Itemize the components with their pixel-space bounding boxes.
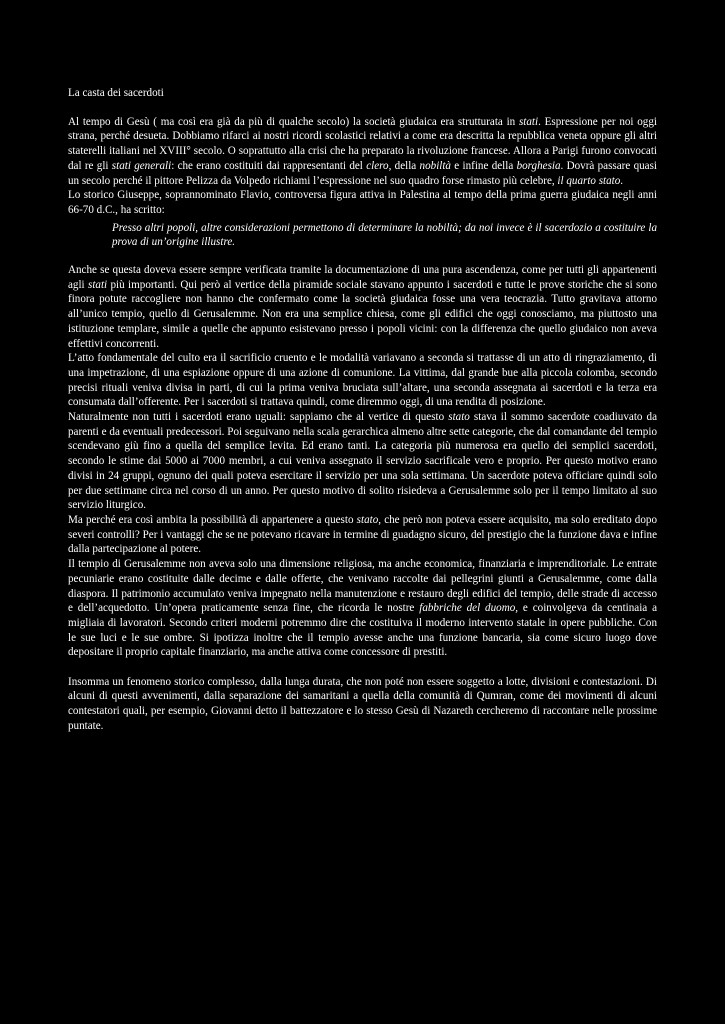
text-run: Ma perché era così ambita la possibilità di appartenere a questo [68,513,357,526]
italic-text: il quarto stato [557,174,621,187]
text-run: L’atto fondamentale del culto era il sacrificio cruento e le modalità variavano a seconda si trattasse di un atto di ringraziamento, di una impetrazione, di una espiazione oppure di una azione di comunione. La vittima, dal grande bue alla piccola colomba, secondo precisi rituali veniva divisa in parti, di cui la prima veniva bruciata sull’altare, una seconda assegnata ai sacerdoti e la terza era consumata dall’offerente. Per i sacerdoti si trattava quindi, come diremmo oggi, di una rendita di posizione. [68,352,657,409]
paragraph-p3 [68,263,657,351]
text-run: Insomma un fenomeno storico complesso, dalla lunga durata, che non poté non essere soggetto a lotte, divisioni e contestazioni. Di alcuni di questi avvenimenti, dalla separazione dei samaritani a quella della comunità di Qumran, come dei movimenti di alcuni contestatori quali, per esempio, Giovanni detto il battezzatore e lo stesso Gesù di Nazareth cercheremo di raccontare nelle prossime puntate. [68,675,657,732]
italic-text: borghesia [516,159,561,172]
text-run: e coinvolgeva da centinaia a migliaia di lavoratori. Secondo criteri moderni potremmo dire che costituiva il moderno intervento statale in opere pubbliche. Con le sue luci e le sue ombre. Si ipotizza inoltre che il tempio avesse anche una funzione bancaria, sia come sicuro luogo dove depositare il proprio capitale finanziario, ma anche attiva come concessore di prestiti. [68,602,658,659]
text-run: stava il sommo sacerdote coadiuvato da parenti e da eventuali predecessori. Poi seguivano nella scala gerarchica almeno altre sette categorie, che dal comandante del tempio scendevano giù fino a quella del semplice levita. Ed erano tanti. La categoria più numerosa era quello dei semplici sacerdoti, secondo le stime dai 5000 ai 7000 membri, a cui veniva assegnato il servizio sacrificale vero e proprio. Per questo motivo erano divisi in 24 gruppi, ognuno dei quali poteva esercitare il servizio per una sola settimana. Un sacerdote poteva officiare quindi solo per due settimane circa nel corso di un anno. Per questo motivo di solito risiedeva a Gerusalemme solo per il tempo limitato al suo servizio liturgico. [68,411,658,512]
italic-text: clero [366,159,389,172]
body-section-1 [68,115,657,218]
paragraph-p8 [68,675,657,734]
block-quote: Presso altri popoli, altre considerazioni permettono di determinare la nobiltà; da noi invece è il sacerdozio a costituire la prova di un’origine illustre. [112,221,657,249]
body-section-2 [68,263,657,733]
paragraph-spacer [68,660,657,675]
paragraph-p5 [68,410,657,513]
italic-text: nobiltà [419,159,451,172]
text-run: : che erano costituiti dai rappresentanti del [171,159,367,172]
paragraph-p6 [68,513,657,557]
paragraph-p4 [68,351,657,410]
paragraph-p1 [68,115,657,189]
italic-text: stato [356,513,379,526]
document-title: La casta dei sacerdoti [68,87,164,99]
text-run: . [620,174,624,187]
text-run: , che però non poteva essere acquisito, ma solo ereditato dopo severi controlli? Per i vantaggi che se ne potevano ricavare in termine di guadagno sicuro, del prestigio che la funzione dava e infine dalla partecipazione al potere. [68,513,657,556]
text-run: . Espressione per noi oggi strana, perché desueta. Dobbiamo rifarci ai nostri ricordi scolastici relativi a come era descritta la repubblica veneta oppure gli altri staterelli italiani nel XVIII° secolo. O soprattutto alla crisi che ha preparato la rivoluzione francese. Allora a Parigi furono convocati dal re gli [68,115,657,172]
italic-text: stati [88,278,108,291]
italic-text: stato [448,411,470,424]
text-run: Al tempo di Gesù ( ma così era già da più di qualche secolo) la società giudaica era strutturata in [68,115,519,128]
text-run: Lo storico Giuseppe, soprannominato Flavio, controversa figura attiva in Palestina al tempo della prima guerra giudaica negli anni 66-70 d.C., ha scritto: [68,189,657,216]
italic-text: stati generali [111,159,172,172]
text-run: Il tempio di Gerusalemme non aveva solo una dimensione religiosa, ma anche economica, finanziaria e imprenditoriale. Le entrate pecuniarie erano costituite dalle decime e dalle offerte, che venivano raccolte dai pellegrini giunti a Gerusalemme, come dalla diaspora. Il patrimonio accumulato veniva impegnato nella manutenzione e restauro degli edifici del tempio, delle strade di accesso e dell’acquedotto. Un’opera praticamente senza fine, che ricorda le nostre [68,558,657,615]
text-run: Anche se questa doveva essere sempre verificata tramite la documentazione di una pura ascendenza, come per tutti gli appartenenti agli [68,264,657,291]
paragraph-p2 [68,188,657,217]
italic-text: stati [518,115,539,128]
text-run: , della [388,159,420,172]
text-run: più importanti. Qui però al vertice della piramide sociale stavano appunto i sacerdoti e tutte le prove storiche che si sono finora potute raccogliere non hanno che confermato come la società giudaica fosse una vera teocrazia. Tutto gravitava attorno all’unico tempio, quello di Gerusalemme. Non era una semplice chiesa, come gli edifici che oggi conosciamo, ma piuttosto una istituzione templare, simile a quelle che appunto esistevano presso i popoli vicini: con la differenza che quello giudaico non aveva effettivi concorrenti. [68,278,657,350]
paragraph-p7 [68,557,657,660]
document-page [68,86,657,734]
text-run: e infine della [450,159,517,172]
italic-text: fabbriche del duomo, [419,602,519,615]
text-run: Naturalmente non tutti i sacerdoti erano uguali: sappiamo che al vertice di questo [68,411,449,424]
text-run: . Dovrà passare quasi un secolo perché il pittore Pelizza da Volpedo richiami l’espressione nel suo quadro forse rimasto più celebre, [68,159,658,187]
